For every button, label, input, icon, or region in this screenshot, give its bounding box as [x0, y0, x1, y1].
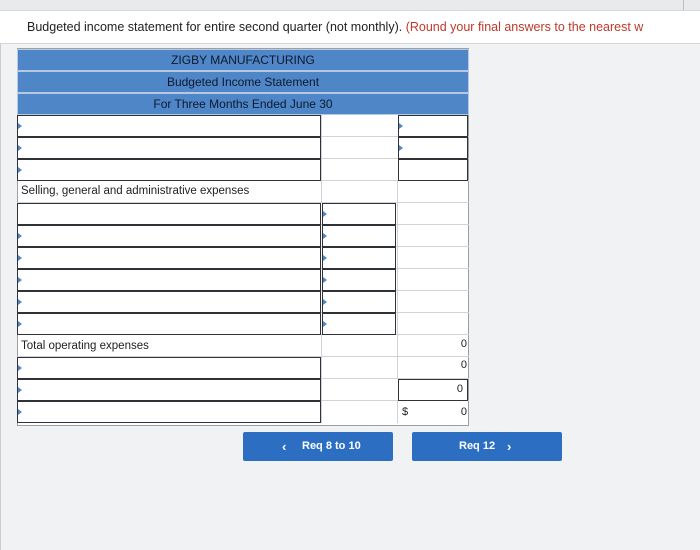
input-marker-icon	[323, 211, 327, 217]
input-marker-icon	[399, 123, 403, 129]
dropdown-marker-icon	[18, 299, 22, 305]
left-edge	[0, 43, 1, 550]
company-name: ZIGBY MANUFACTURING	[17, 49, 469, 71]
expense-amount-input[interactable]	[322, 225, 396, 247]
chevron-left-icon: ‹	[282, 439, 287, 454]
input-marker-icon	[323, 321, 327, 327]
dropdown-marker-icon	[18, 167, 22, 173]
expense-amount-input[interactable]	[322, 269, 396, 291]
statement-period: For Three Months Ended June 30	[17, 93, 469, 115]
instructions-text	[27, 20, 643, 34]
column-divider	[321, 401, 322, 423]
column-divider	[321, 335, 322, 357]
account-select[interactable]	[17, 379, 321, 401]
column-divider	[321, 181, 322, 203]
column-divider	[397, 291, 398, 313]
account-select[interactable]	[17, 357, 321, 379]
column-divider	[397, 203, 398, 225]
dropdown-marker-icon	[18, 387, 22, 393]
column-divider	[397, 225, 398, 247]
next-req-button[interactable]	[412, 432, 562, 461]
prev-req-button[interactable]	[243, 432, 393, 461]
statement-title: Budgeted Income Statement	[17, 71, 469, 93]
column-divider	[397, 357, 398, 379]
input-marker-icon	[399, 145, 403, 151]
column-divider	[397, 247, 398, 269]
sga-label: Selling, general and administrative expenses	[21, 185, 250, 197]
final-value: 0	[460, 406, 467, 418]
input-marker-icon	[323, 255, 327, 261]
account-select[interactable]	[17, 401, 321, 423]
expense-select[interactable]	[17, 247, 321, 269]
expense-select[interactable]	[17, 313, 321, 335]
dropdown-marker-icon	[18, 321, 22, 327]
column-divider	[321, 379, 322, 401]
expense-amount-input[interactable]	[322, 247, 396, 269]
column-divider	[397, 269, 398, 291]
after-opex-value: 0	[456, 383, 463, 395]
column-divider	[397, 401, 398, 423]
input-marker-icon	[323, 277, 327, 283]
column-divider	[397, 335, 398, 357]
next-req-label: Req 12	[459, 440, 496, 452]
dropdown-marker-icon	[18, 277, 22, 283]
expense-amount-input[interactable]	[322, 313, 396, 335]
amount-input[interactable]	[398, 159, 468, 181]
prev-req-label: Req 8 to 10	[302, 440, 361, 452]
instructions-hint: (Round your final answers to the nearest w	[405, 20, 644, 34]
instructions-lead: Budgeted income statement for entire second quarter (not monthly).	[27, 20, 403, 34]
top-bar-divider	[683, 0, 684, 10]
expense-select[interactable]	[17, 225, 321, 247]
amount-input[interactable]	[398, 137, 468, 159]
column-divider	[397, 313, 398, 335]
total-opex-label: Total operating expenses	[21, 340, 149, 352]
currency-symbol: $	[402, 406, 409, 418]
column-divider	[397, 181, 398, 203]
account-select[interactable]	[17, 159, 321, 181]
dropdown-marker-icon	[18, 233, 22, 239]
amount-input[interactable]	[398, 115, 468, 137]
account-select[interactable]	[17, 115, 321, 137]
input-marker-icon	[323, 233, 327, 239]
expense-select[interactable]	[17, 269, 321, 291]
account-select[interactable]	[17, 137, 321, 159]
dropdown-marker-icon	[18, 123, 22, 129]
dropdown-marker-icon	[18, 255, 22, 261]
input-marker-icon	[323, 299, 327, 305]
expense-select[interactable]	[17, 291, 321, 313]
chevron-right-icon: ›	[507, 439, 512, 454]
total-opex-value: 0	[460, 359, 467, 371]
column-divider	[321, 159, 322, 181]
column-divider	[321, 357, 322, 379]
expense-select[interactable]	[17, 203, 321, 225]
column-divider	[321, 137, 322, 159]
top-bar	[0, 0, 700, 10]
expense-amount-input[interactable]	[322, 291, 396, 313]
expense-amount-input[interactable]	[322, 203, 396, 225]
total-opex-mid-value: 0	[460, 338, 467, 350]
dropdown-marker-icon	[18, 365, 22, 371]
column-divider	[321, 115, 322, 137]
instructions-bar	[0, 10, 700, 44]
dropdown-marker-icon	[18, 145, 22, 151]
dropdown-marker-icon	[18, 409, 22, 415]
